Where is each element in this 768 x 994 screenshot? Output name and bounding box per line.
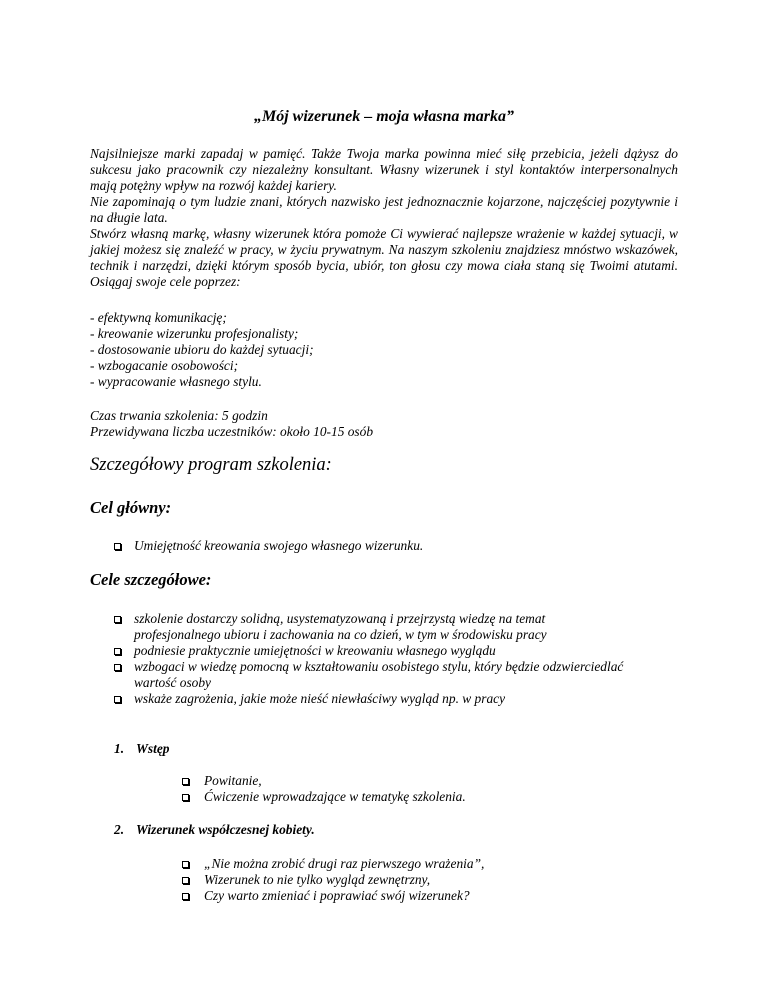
list-item-text: wzbogaci w wiedzę pomocną w kształtowaniu osobistego stylu, który będzie odzwierciedlać wartość osoby [134, 659, 624, 690]
checkbox-bullet-icon [114, 543, 121, 550]
section-heading [114, 822, 315, 838]
checkbox-bullet-icon [182, 778, 189, 785]
list-item: - efektywną komunikację; [90, 310, 227, 325]
checkbox-bullet-icon [182, 794, 189, 801]
training-meta [90, 408, 680, 440]
list-item-text: Umiejętność kreowania swojego własnego wizerunku. [134, 538, 424, 553]
checkbox-bullet-icon [114, 616, 121, 623]
checkbox-bullet-icon [182, 877, 189, 884]
list-item-text: podniesie praktycznie umiejętności w kreowaniu własnego wyglądu [134, 643, 496, 658]
participants-text: Przewidywana liczba uczestników: około 10-15 osób [90, 424, 374, 439]
specific-goals-list [114, 611, 634, 707]
list-item [114, 691, 634, 707]
list-item-text: „Nie można zrobić drugi raz pierwszego wrażenia”, [204, 856, 485, 871]
list-item [114, 611, 634, 643]
list-item: - wzbogacanie osobowości; [90, 358, 239, 373]
checkbox-bullet-icon [182, 893, 189, 900]
specific-goals-heading: Cele szczegółowe: [90, 570, 212, 589]
intro-paragraph: Nie zapominają o tym ludzie znani, których nazwisko jest jednoznacznie kojarzone, najczęściej pozytywnie i na długie lata. [90, 194, 678, 225]
checkbox-bullet-icon [114, 664, 121, 671]
checkbox-bullet-icon [114, 696, 121, 703]
list-item: - dostosowanie ubioru do każdej sytuacji; [90, 342, 314, 357]
document-title: „Mój wizerunek – moja własna marka” [253, 108, 515, 125]
goals-dash-list [90, 310, 680, 390]
program-heading: Szczegółowy program szkolenia: [90, 455, 332, 475]
list-item [114, 643, 634, 659]
list-item-text: szkolenie dostarczy solidną, usystematyzowaną i przejrzystą wiedzę na temat profesjonalnego ubioru i zachowania na co dzień, w tym w środowisku pracy [134, 611, 547, 642]
list-item [114, 659, 634, 691]
list-item [182, 888, 654, 904]
list-item-text: Czy warto zmieniać i poprawiać swój wizerunek? [204, 888, 470, 903]
section-title: Wizerunek współczesnej kobiety. [136, 822, 315, 837]
list-item [182, 773, 654, 789]
section-heading [114, 741, 169, 757]
list-item: - kreowanie wizerunku profesjonalisty; [90, 326, 299, 341]
section-items [182, 773, 654, 805]
list-item: - wypracowanie własnego stylu. [90, 374, 262, 389]
list-item [182, 789, 654, 805]
list-item-text: wskaże zagrożenia, jakie może nieść niewłaściwy wygląd np. w pracy [134, 691, 506, 706]
checkbox-bullet-icon [182, 861, 189, 868]
intro-paragraph: Stwórz własną markę, własny wizerunek która pomoże Ci wywierać najlepsze wrażenie w każdej sytuacji, w jakiej możesz się znaleźć w pracy, w życiu prywatnym. Na naszym szkoleniu znajdziesz mnóstwo wskazówek, technik i narzędzi, dzięki którym sposób bycia, ubiór, ton głosu czy mowa ciała staną się Twoimi atutami. Osiągaj swoje cele poprzez: [90, 226, 678, 289]
list-item-text: Ćwiczenie wprowadzające w tematykę szkolenia. [204, 789, 466, 804]
list-item [182, 872, 654, 888]
list-item-text: Wizerunek to nie tylko wygląd zewnętrzny, [204, 872, 431, 887]
section-title: Wstęp [136, 741, 170, 756]
intro-text [90, 146, 678, 290]
list-item [182, 856, 654, 872]
section-number: 1. [114, 741, 125, 756]
section-items [182, 856, 654, 904]
main-goal-heading: Cel główny: [90, 498, 172, 517]
intro-paragraph: Najsilniejsze marki zapadaj w pamięć. Także Twoja marka powinna mieć siłę przebicia, jeżeli dążysz do sukcesu jako pracownik czy niezależny konsultant. Własny wizerunek i styl kontaktów interpersonalnych mają potężny wpływ na rozwój każdej kariery. [90, 146, 678, 193]
list-item-text: Powitanie, [204, 773, 262, 788]
main-goal-list [114, 538, 634, 554]
checkbox-bullet-icon [114, 648, 121, 655]
list-item [114, 538, 634, 554]
duration-text: Czas trwania szkolenia: 5 godzin [90, 408, 268, 423]
section-number: 2. [114, 822, 125, 837]
